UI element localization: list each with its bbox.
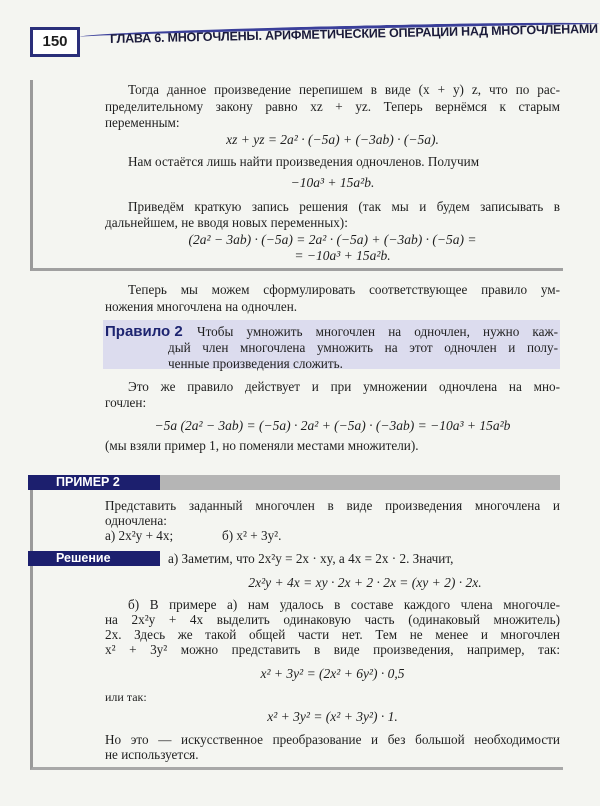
rule-label: Правило 2	[105, 323, 183, 340]
text-line: или так:	[105, 690, 147, 704]
chapter-title: ГЛАВА 6. МНОГОЧЛЕНЫ. АРИФМЕТИЧЕСКИЕ ОПЕРАЦИИ НАД МНОГОЧЛЕНАМИ	[109, 21, 599, 46]
text-line: Теперь мы можем сформулировать соответствующее правило ум-	[128, 282, 560, 297]
text-line: пределительному закону равно xz + yz. Теперь вернёмся к старым	[105, 99, 560, 114]
text-line: на 2x²y + 4x выделить одинаковую часть (одинаковый множитель)	[105, 612, 560, 627]
text-line: Тогда данное произведение перепишем в виде (x + y) z, что по рас-	[128, 82, 560, 97]
text-line: одночлена:	[105, 513, 167, 528]
equation: = −10a³ + 15a²b.	[294, 248, 391, 263]
text-line: не используется.	[105, 747, 199, 762]
text-line: Нам остаётся лишь найти произведения одночленов. Получим	[128, 154, 480, 169]
text-line: Но это — искусственное преобразование и без большой необходимости	[105, 732, 560, 747]
task-a: а) 2x²y + 4x;	[105, 528, 174, 543]
equation: x² + 3y² = (x² + 3y²) · 1.	[267, 709, 398, 724]
example-label: ПРИМЕР 2	[28, 475, 160, 490]
equation: x² + 3y² = (2x² + 6y²) · 0,5	[260, 666, 405, 681]
solution-label: Решение	[28, 551, 160, 566]
text-line: а) Заметим, что 2x²y = 2x · xy, а 4x = 2x · 2. Значит,	[168, 551, 454, 566]
equation: xz + yz = 2a² · (−5a) + (−3ab) · (−5a).	[226, 132, 439, 147]
text-line: ножения многочлена на одночлен.	[105, 299, 298, 314]
text-line: гочлен:	[105, 395, 147, 410]
equation: 2x²y + 4x = xy · 2x + 2 · 2x = (xy + 2) · 2x.	[248, 575, 482, 590]
text-line: x² + 3y² можно представить в виде произведения, например, так:	[105, 642, 560, 657]
text-line: переменным:	[105, 115, 180, 130]
text-line: (мы взяли пример 1, но поменяли местами множители).	[105, 438, 419, 453]
example-bar	[160, 475, 560, 490]
equation: −5a (2a² − 3ab) = (−5a) · 2a² + (−5a) · (−3ab) = −10a³ + 15a²b	[154, 418, 511, 433]
text-line: Это же правило действует и при умножении одночлена на мно-	[128, 379, 560, 394]
rule-text: дый член многочлена умножить на этот одночлен и полу-	[168, 340, 558, 355]
equation: (2a² − 3ab) · (−5a) = 2a² · (−5a) + (−3ab) · (−5a) =	[188, 232, 477, 247]
text-line: Представить заданный многочлен в виде произведения многочлена и	[105, 498, 560, 513]
text-line: б) В примере а) нам удалось в составе каждого члена многочле-	[128, 597, 560, 612]
task-b: б) x² + 3y².	[222, 528, 282, 543]
text-line: дальнейшем, не вводя новых переменных):	[105, 215, 348, 230]
text-line: 2x. Здесь же такой общей части нет. Тем не менее и многочлен	[105, 627, 560, 642]
text-line: Приведём краткую запись решения (так мы и будем записывать в	[128, 199, 560, 214]
equation: −10a³ + 15a²b.	[290, 175, 375, 190]
rule-text: Чтобы умножить многочлен на одночлен, нужно каж-	[197, 324, 558, 339]
rule-text: ченные произведения сложить.	[168, 356, 343, 371]
page-number: 150	[30, 27, 80, 57]
